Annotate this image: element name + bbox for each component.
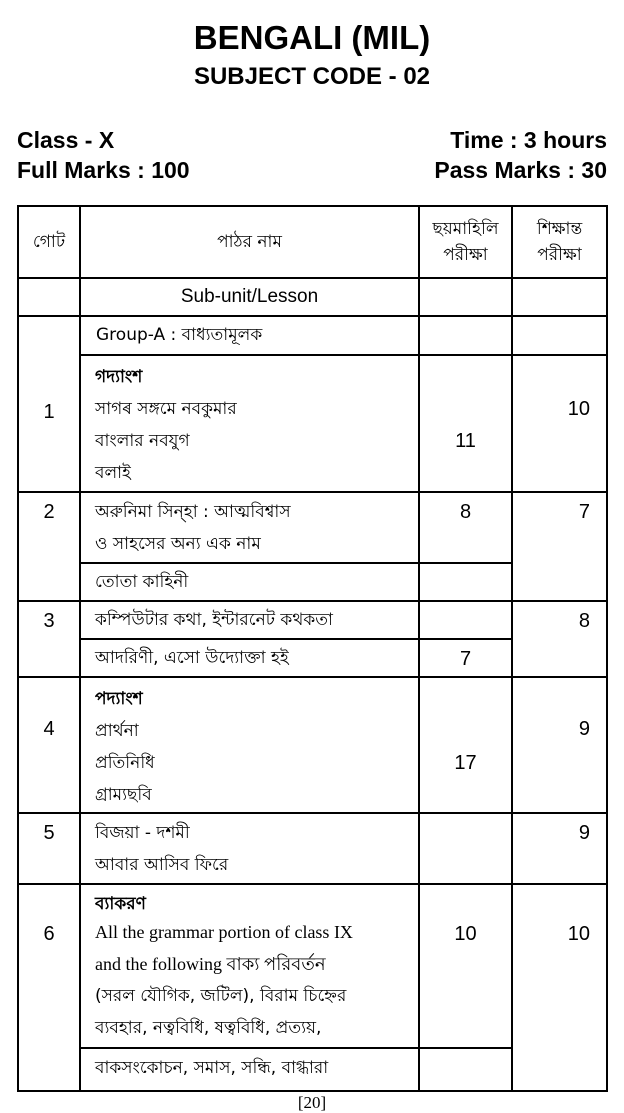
lesson-name: বাংলার নবযুগ <box>95 431 190 451</box>
sub-unit-row <box>18 278 607 316</box>
subject-code: SUBJECT CODE - 02 <box>193 63 431 90</box>
section-heading: ব্যাকরণ <box>95 894 146 914</box>
table-header-row <box>18 206 607 278</box>
col-header-half-yearly-line: ছয়মাহিলি <box>432 219 499 239</box>
empty-cell <box>512 278 607 316</box>
half-yearly-marks: 8 <box>419 492 512 563</box>
time-label: Time : 3 hours <box>450 127 607 153</box>
col-header-unit: গোট <box>18 206 80 278</box>
section-heading: পদ্যাংশ <box>95 689 143 709</box>
table-row <box>18 813 607 884</box>
lesson-name: কম্পিউটার কথা, ইন্টারনেট কথকতা <box>95 610 333 630</box>
lesson-cell <box>80 601 419 639</box>
syllabus-table <box>17 205 608 1092</box>
half-yearly-marks: 10 <box>419 884 512 1048</box>
table-row <box>18 601 607 639</box>
lesson-name: বলাই <box>95 463 131 483</box>
col-header-final-line: শিক্ষান্ত <box>536 219 583 239</box>
lesson-text: ব্যবহার, নত্ববিধি, ষত্ববিধি, প্রত্যয়, <box>95 1018 322 1038</box>
lesson-cell <box>80 1048 419 1091</box>
lesson-name: প্রতিনিধি <box>95 753 155 773</box>
lesson-name: বিজয়া - দশমী <box>95 823 190 843</box>
empty-cell <box>512 316 607 355</box>
half-yearly-marks: 7 <box>419 639 512 677</box>
lesson-cell <box>80 492 419 563</box>
half-yearly-marks: 11 <box>419 355 512 492</box>
half-yearly-marks: 17 <box>419 677 512 813</box>
lesson-text: বাকসংকোচন, সমাস, সন্ধি, বাগ্ধারা <box>95 1058 329 1078</box>
unit-number: 2 <box>18 492 80 601</box>
empty-cell <box>419 813 512 884</box>
final-marks: 8 <box>512 601 607 677</box>
lesson-name: গ্রাম্যছবি <box>95 785 152 805</box>
table-row <box>18 677 607 813</box>
unit-number: 4 <box>18 677 80 813</box>
lesson-name: আবার আসিব ফিরে <box>95 855 229 875</box>
col-header-final-line: পরীক্ষা <box>537 245 582 265</box>
empty-cell <box>419 563 512 601</box>
col-header-lesson: পাঠর নাম <box>80 206 419 278</box>
pass-marks-label: Pass Marks : 30 <box>434 157 607 183</box>
lesson-cell <box>80 813 419 884</box>
subject-title: BENGALI (MIL) <box>193 19 431 56</box>
col-header-half-yearly-line: পরীক্ষা <box>443 245 488 265</box>
empty-cell <box>419 316 512 355</box>
empty-cell <box>419 601 512 639</box>
col-header-half-yearly <box>419 206 512 278</box>
section-heading: গদ্যাংশ <box>95 367 143 387</box>
table-row <box>18 492 607 563</box>
table-row <box>18 316 607 355</box>
col-header-final <box>512 206 607 278</box>
full-marks-label: Full Marks : 100 <box>17 157 190 183</box>
lesson-name: প্রার্থনা <box>95 721 139 741</box>
group-a-label: Group-A : বাধ্যতামূলক <box>80 316 419 355</box>
lesson-text: All the grammar portion of class IX <box>95 922 353 942</box>
lesson-text: and the following বাক্য পরিবর্তন <box>95 954 326 974</box>
lesson-name: তোতা কাহিনী <box>95 572 189 592</box>
empty-cell <box>419 278 512 316</box>
class-label: Class - X <box>17 127 115 153</box>
final-marks: 7 <box>512 492 607 601</box>
lesson-cell <box>80 677 419 813</box>
lesson-name: ও সাহসের অন্য এক নাম <box>95 534 261 554</box>
lesson-text: (সরল যৌগিক, জটিল), বিরাম চিহ্নের <box>95 986 347 1006</box>
empty-cell <box>419 1048 512 1091</box>
lesson-name: সাগৰ সঙ্গমে নবকুমার <box>95 399 237 419</box>
lesson-name: আদরিণী, এসো উদ্যোক্তা হই <box>95 648 289 668</box>
unit-number: 6 <box>18 884 80 1091</box>
lesson-name: অরুনিমা সিন্হা : আত্মবিশ্বাস <box>95 502 291 522</box>
page-number: [20] <box>297 1093 327 1112</box>
unit-number: 3 <box>18 601 80 677</box>
unit-number: 1 <box>18 316 80 492</box>
lesson-cell <box>80 884 419 1048</box>
final-marks: 9 <box>512 813 607 884</box>
empty-cell <box>18 278 80 316</box>
unit-number: 5 <box>18 813 80 884</box>
final-marks: 10 <box>512 355 607 492</box>
lesson-cell <box>80 355 419 492</box>
final-marks: 10 <box>512 884 607 1091</box>
sub-unit-label: Sub-unit/Lesson <box>80 278 419 316</box>
lesson-cell <box>80 639 419 677</box>
final-marks: 9 <box>512 677 607 813</box>
lesson-cell <box>80 563 419 601</box>
table-row <box>18 884 607 1048</box>
table-row <box>18 355 607 492</box>
